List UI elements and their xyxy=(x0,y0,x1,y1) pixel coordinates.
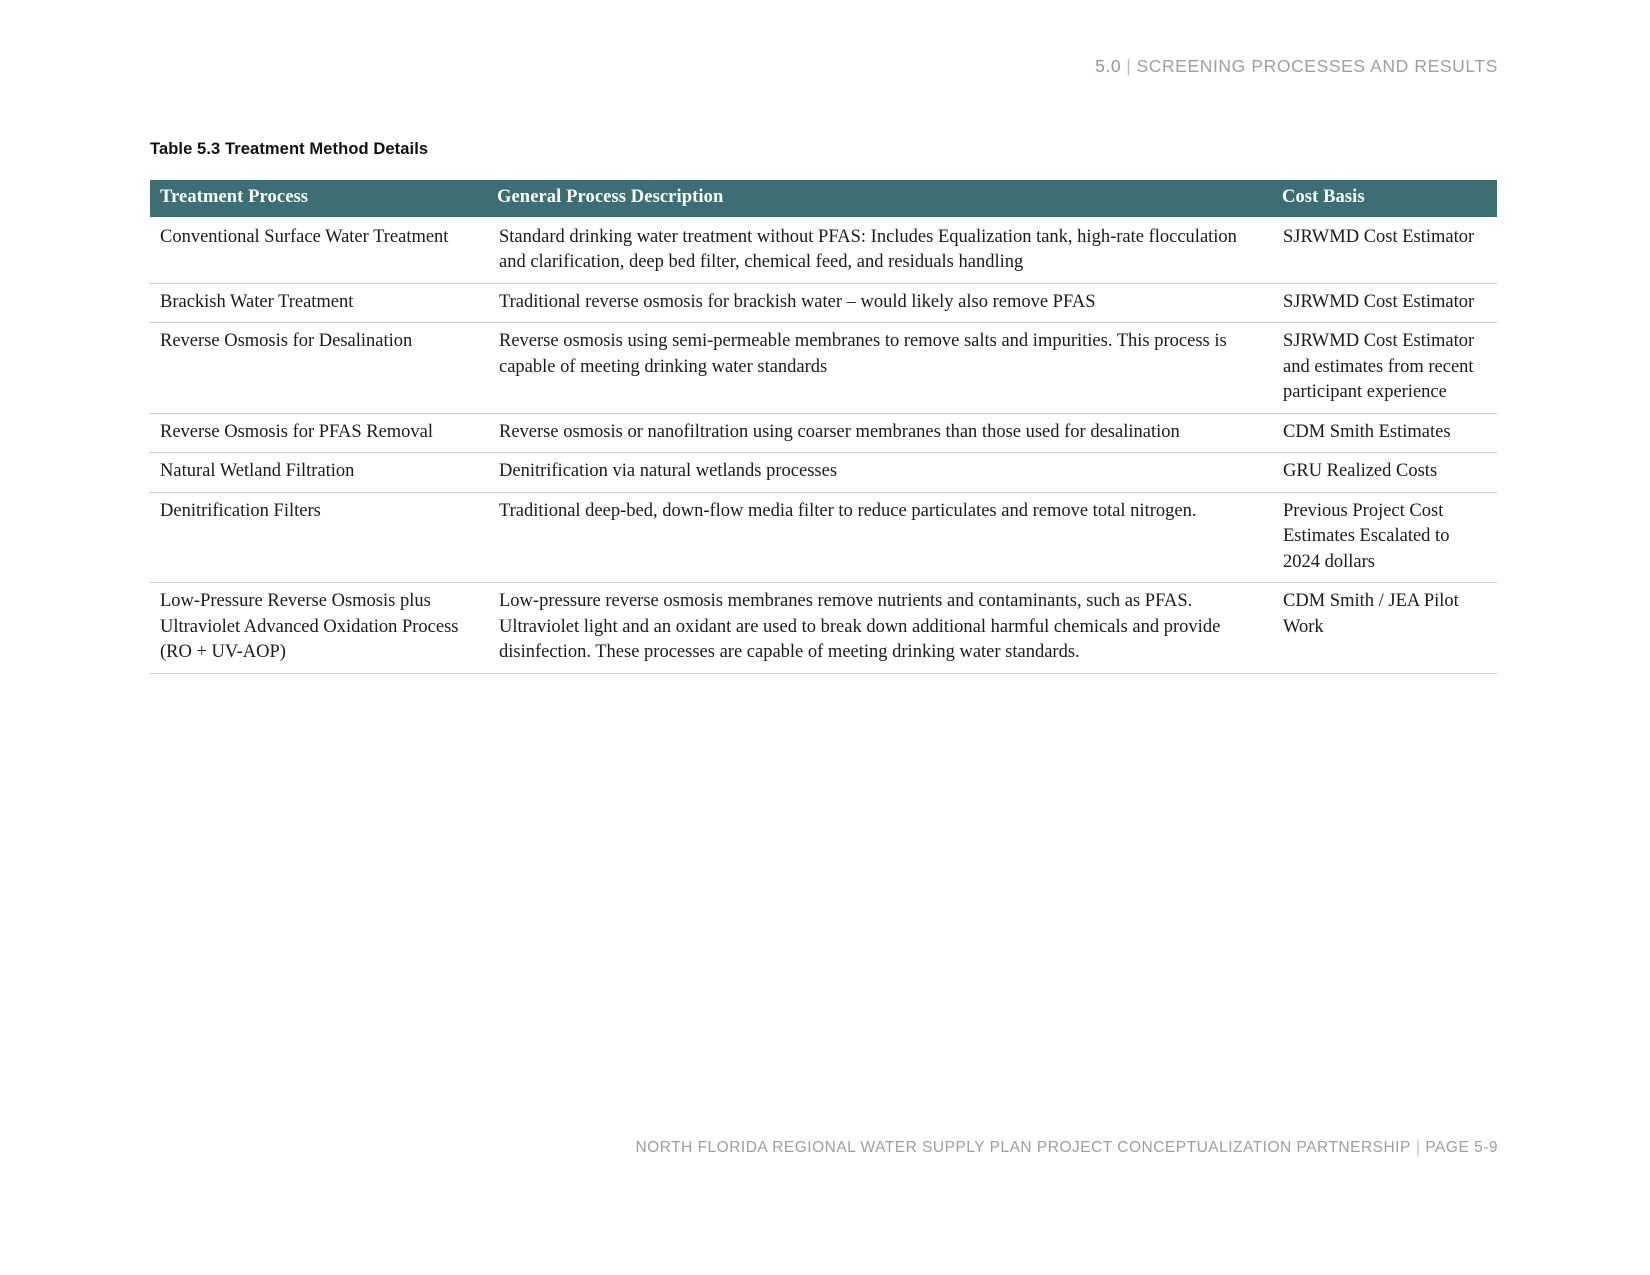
column-header-cost-basis: Cost Basis xyxy=(1272,180,1497,217)
cell-description: Low-pressure reverse osmosis membranes remove nutrients and contaminants, such as PFAS. Ultraviolet light and an oxidant are used to break down additional harmful chemicals and provide disinfection. These processes are capable of meeting drinking water standards. xyxy=(487,583,1272,674)
footer-document-title: NORTH FLORIDA REGIONAL WATER SUPPLY PLAN PROJECT CONCEPTUALIZATION PARTNERSHIP xyxy=(635,1139,1411,1156)
cell-description: Denitrification via natural wetlands processes xyxy=(487,453,1272,493)
table-row xyxy=(150,413,1497,453)
cell-cost-basis: CDM Smith / JEA Pilot Work xyxy=(1272,583,1497,674)
table-row xyxy=(150,453,1497,493)
table-row xyxy=(150,492,1497,583)
cell-treatment-process: Conventional Surface Water Treatment xyxy=(150,217,487,284)
cell-description: Traditional deep-bed, down-flow media filter to reduce particulates and remove total nitrogen. xyxy=(487,492,1272,583)
table-body xyxy=(150,217,1497,674)
cell-cost-basis: Previous Project Cost Estimates Escalated to 2024 dollars xyxy=(1272,492,1497,583)
cell-treatment-process: Denitrification Filters xyxy=(150,492,487,583)
table-caption: Table 5.3 Treatment Method Details xyxy=(150,140,429,158)
cell-cost-basis: SJRWMD Cost Estimator xyxy=(1272,283,1497,323)
cell-cost-basis: SJRWMD Cost Estimator xyxy=(1272,217,1497,284)
cell-description: Reverse osmosis or nanofiltration using coarser membranes than those used for desalination xyxy=(487,413,1272,453)
cell-cost-basis: GRU Realized Costs xyxy=(1272,453,1497,493)
table-row xyxy=(150,217,1497,284)
page-header xyxy=(1095,56,1498,77)
footer-page-number: PAGE 5-9 xyxy=(1425,1139,1498,1156)
page-footer xyxy=(635,1139,1498,1157)
cell-treatment-process: Low-Pressure Reverse Osmosis plus Ultraviolet Advanced Oxidation Process (RO + UV-AOP) xyxy=(150,583,487,674)
cell-treatment-process: Natural Wetland Filtration xyxy=(150,453,487,493)
treatment-method-details-table xyxy=(150,180,1497,674)
footer-separator: | xyxy=(1415,1139,1421,1156)
header-section-number: 5.0 xyxy=(1095,56,1122,76)
header-section-title: SCREENING PROCESSES AND RESULTS xyxy=(1136,56,1498,76)
table-row xyxy=(150,323,1497,414)
cell-treatment-process: Reverse Osmosis for PFAS Removal xyxy=(150,413,487,453)
column-header-treatment-process: Treatment Process xyxy=(150,180,487,217)
cell-treatment-process: Brackish Water Treatment xyxy=(150,283,487,323)
cell-description: Traditional reverse osmosis for brackish water – would likely also remove PFAS xyxy=(487,283,1272,323)
cell-description: Reverse osmosis using semi-permeable membranes to remove salts and impurities. This process is capable of meeting drinking water standards xyxy=(487,323,1272,414)
column-header-general-process-description: General Process Description xyxy=(487,180,1272,217)
cell-treatment-process: Reverse Osmosis for Desalination xyxy=(150,323,487,414)
table-row xyxy=(150,583,1497,674)
table-header-row xyxy=(150,180,1497,217)
cell-cost-basis: CDM Smith Estimates xyxy=(1272,413,1497,453)
cell-description: Standard drinking water treatment without PFAS: Includes Equalization tank, high-rate flocculation and clarification, deep bed filter, chemical feed, and residuals handling xyxy=(487,217,1272,284)
header-separator: | xyxy=(1126,56,1132,76)
table-row xyxy=(150,283,1497,323)
cell-cost-basis: SJRWMD Cost Estimator and estimates from recent participant experience xyxy=(1272,323,1497,414)
